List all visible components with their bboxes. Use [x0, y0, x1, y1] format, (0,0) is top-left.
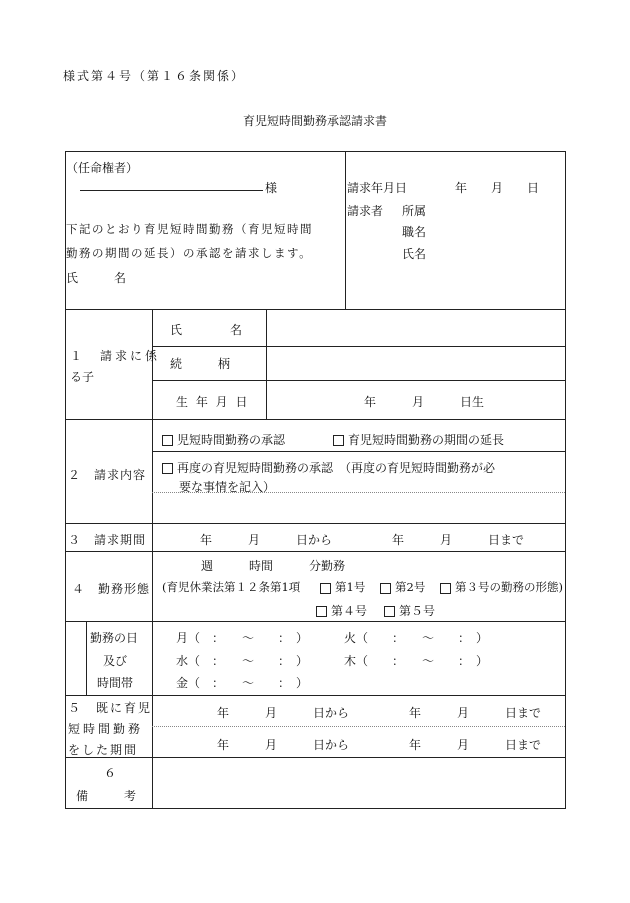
wednesday-hours: 水（ ： 〜 ： ）: [176, 654, 309, 668]
checkbox[interactable]: [162, 435, 173, 446]
checkbox[interactable]: [384, 606, 395, 617]
birthdate-value: 年 月 日生: [364, 395, 485, 409]
request-statement-line1: 下記のとおり育児短時間勤務（育児短時間: [66, 222, 313, 236]
option-approval[interactable]: [162, 431, 285, 448]
child-name-label: 氏 名: [170, 323, 243, 337]
requester-label: 請求者: [347, 204, 384, 218]
past-period-1: 年 月 日から 年 月 日まで: [217, 706, 542, 720]
form-opt2-label: 第2号: [395, 580, 426, 594]
days-label-line3: 時間帯: [97, 676, 134, 690]
checkbox[interactable]: [320, 583, 331, 594]
relation-label: 続 柄: [170, 357, 231, 371]
tuesday-hours: 火（ ： 〜 ： ）: [344, 631, 489, 645]
form-opt4[interactable]: [316, 602, 367, 619]
request-period-value: 年 月 日から 年 月 日まで: [200, 533, 525, 547]
requester-name-label: 氏名: [402, 247, 427, 261]
form-number: 様式第４号（第１６条関係）: [63, 69, 246, 83]
option-reapproval-label: 再度の育児短時間勤務の承認 （再度の育児短時間勤務が必: [177, 461, 496, 475]
option-extension-label: 育児短時間勤務の期間の延長: [348, 433, 505, 447]
checkbox[interactable]: [162, 463, 173, 474]
checkbox[interactable]: [333, 435, 344, 446]
form-opt3[interactable]: [440, 579, 563, 595]
form-opt1-label: 第1号: [335, 580, 366, 594]
option-reapproval[interactable]: [162, 459, 495, 476]
sec1-label-line1: １ 請求に係: [70, 349, 161, 363]
sec6-number: ６: [104, 766, 117, 780]
form-opt5[interactable]: [384, 602, 435, 619]
sec5-label-line2: 短時間勤務: [68, 722, 144, 736]
position-label: 職名: [402, 225, 427, 239]
checkbox[interactable]: [316, 606, 327, 617]
sec1-label-line2: る子: [70, 370, 95, 384]
form-opt2[interactable]: [380, 579, 425, 595]
form-opt5-label: 第５号: [399, 604, 436, 618]
checkbox[interactable]: [380, 583, 391, 594]
affiliation-label: 所属: [402, 204, 427, 218]
checkbox[interactable]: [440, 583, 451, 594]
days-label-line1: 勤務の日: [90, 631, 139, 645]
form-opt1[interactable]: [320, 579, 365, 595]
name-label: 氏 名: [66, 271, 127, 285]
thursday-hours: 木（ ： 〜 ： ）: [344, 654, 489, 668]
sec6-label: 備 考: [76, 789, 137, 803]
appointer-label: （任命権者）: [66, 161, 139, 175]
page-title: 育児短時間勤務承認請求書: [243, 114, 388, 128]
option-reapproval-cont: 要な事情を記入）: [179, 480, 276, 494]
sec5-label-line3: をした期間: [68, 743, 139, 757]
sec3-label: ３ 請求期間: [68, 533, 147, 547]
request-date: 請求年月日 年 月 日: [347, 181, 540, 195]
friday-hours: 金（ ： 〜 ： ）: [176, 676, 309, 690]
days-label-line2: 及び: [103, 654, 128, 668]
option-extension[interactable]: [333, 431, 504, 448]
birthdate-label: 生 年 月 日: [176, 395, 250, 409]
monday-hours: 月（ ： 〜 ： ）: [176, 631, 309, 645]
form-opt4-label: 第４号: [331, 604, 368, 618]
weekly-hours: 週 時間 分勤務: [201, 559, 346, 573]
request-statement-line2: 勤務の期間の延長）の承認を請求します。: [66, 246, 313, 260]
option-approval-label: 児短時間勤務の承認: [177, 433, 286, 447]
law-reference: (育児休業法第１２条第1項: [162, 580, 301, 594]
past-period-2: 年 月 日から 年 月 日まで: [217, 738, 542, 752]
appointer-underline: [80, 190, 263, 191]
sec5-label-line1: ５ 既に育児: [68, 701, 153, 715]
sec2-label: ２ 請求内容: [68, 468, 147, 482]
form-opt3-label: 第３号の勤務の形態): [455, 580, 563, 594]
sama-label: 様: [265, 181, 278, 195]
sec4-label: ４ 勤務形態: [72, 582, 151, 596]
